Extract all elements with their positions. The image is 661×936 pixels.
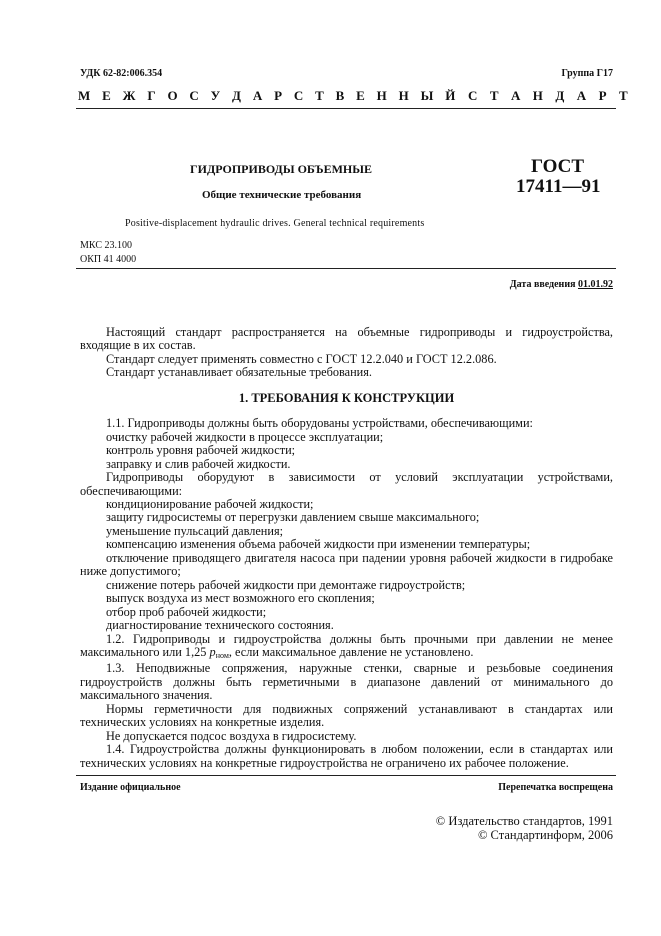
group-code: Группа Г17 <box>561 68 613 79</box>
pressure-symbol: p <box>209 644 216 659</box>
list-b-item: кондиционирование рабочей жидкости; <box>106 496 314 511</box>
list-b-item: отбор проб рабочей жидкости; <box>106 604 267 619</box>
udk-code: УДК 62-82:006.354 <box>80 68 163 79</box>
list-b-item: диагностирование технического состояния. <box>106 618 334 633</box>
clause-1-2-text: 1.2. Гидроприводы и гидроустройства должны быть прочными при давлении не менее максимального или 1,25 <box>80 631 613 659</box>
document-title: ГИДРОПРИВОДЫ ОБЪЕМНЫЕ <box>190 162 373 176</box>
reprint-note: Перепечатка воспрещена <box>498 782 613 793</box>
intro-date <box>510 279 613 290</box>
copyright-1: © Издательство стандартов, 1991 <box>435 814 613 828</box>
banner-standard: С Т А Н Д А Р Т <box>468 88 633 103</box>
intro-date-value: 01.01.92 <box>578 279 613 290</box>
clause-1-3-b: Нормы герметичности для подвижных сопряжений устанавливают в стандартах или технических условиях на конкретные изделия. <box>80 701 613 730</box>
list-a-item: контроль уровня рабочей жидкости; <box>106 443 296 458</box>
pressure-subscript: ном <box>215 650 229 660</box>
clause-1-4: 1.4. Гидроустройства должны функционировать в любом положении, если в стандартах или технических условиях на конкретные гидроустройства не ограничено их рабочее положение. <box>80 742 613 770</box>
english-title: Positive-displacement hydraulic drives. General technical requirements <box>125 218 425 229</box>
document-subtitle: Общие технические требования <box>202 189 362 201</box>
document-body <box>80 326 613 770</box>
intro-date-label: Дата введения <box>509 279 576 290</box>
intro-paragraph-3: Стандарт устанавливает обязательные требования. <box>106 365 372 380</box>
mks-code: МКС 23.100 <box>80 240 132 251</box>
clause-1-2 <box>80 633 613 663</box>
clause-1-3: 1.3. Неподвижные сопряжения, наружные стенки, сварные и резьбовые соединения гидроустройств должны быть герметичными в диапазоне давлений от минимального до максимального значения. <box>80 661 613 703</box>
intro-paragraph-2: Стандарт следует применять совместно с ГОСТ 12.2.040 и ГОСТ 12.2.086. <box>106 351 497 366</box>
okp-code: ОКП 41 4000 <box>80 254 137 265</box>
gost-label: ГОСТ <box>531 156 585 177</box>
gost-number: 17411—91 <box>516 176 601 197</box>
intro-paragraph-1: Настоящий стандарт распространяется на объемные гидроприводы и гидроустройства, входящие в их состав. <box>80 325 613 353</box>
clause-1-1: 1.1. Гидроприводы должны быть оборудованы устройствами, обеспечивающими: <box>106 416 533 431</box>
list-a-item: заправку и слив рабочей жидкости. <box>106 456 291 471</box>
list-b-item: отключение приводящего двигателя насоса при падении уровня рабочей жидкости в гидробаке ниже допустимого; <box>80 550 613 579</box>
header-rule <box>76 108 616 109</box>
list-b-item: защиту гидросистемы от перегрузки давлением свыше максимального; <box>106 510 480 525</box>
clause-1-3-c: Не допускается подсос воздуха в гидросистему. <box>106 728 357 743</box>
footer-rule <box>76 775 616 776</box>
edition-note: Издание официальное <box>80 782 181 793</box>
list-b-item: уменьшение пульсаций давления; <box>106 523 284 538</box>
codes-rule <box>76 268 616 269</box>
banner-interstate: М Е Ж Г О С У Д А Р С Т В Е Н Н Ы Й <box>78 88 460 103</box>
clause-1-2-text-end: , если максимальное давление не установлено. <box>228 644 474 659</box>
copyright-2: © Стандартинформ, 2006 <box>477 828 613 842</box>
clause-1-1-b: Гидроприводы оборудуют в зависимости от условий эксплуатации устройствами, обеспечивающими: <box>80 470 613 498</box>
list-b-item: компенсацию изменения объема рабочей жидкости при изменении температуры; <box>106 537 531 552</box>
list-b-item: выпуск воздуха из мест возможного его скопления; <box>106 591 375 606</box>
list-a-item: очистку рабочей жидкости в процессе эксплуатации; <box>106 429 384 444</box>
section-heading: 1. ТРЕБОВАНИЯ К КОНСТРУКЦИИ <box>238 390 455 405</box>
list-b-item: снижение потерь рабочей жидкости при демонтаже гидроустройств; <box>106 577 466 592</box>
